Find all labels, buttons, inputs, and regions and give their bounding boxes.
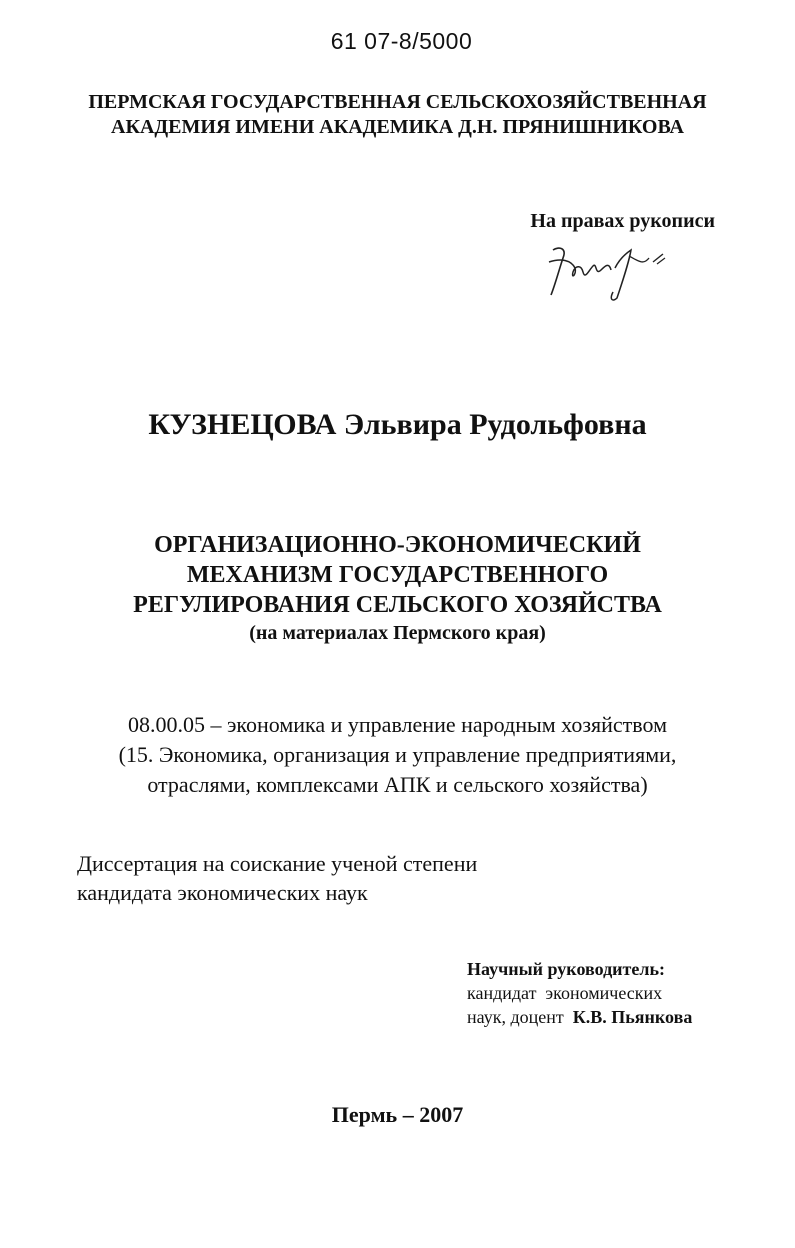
degree-line-2: кандидата экономических наук — [77, 880, 368, 905]
dissertation-title — [0, 530, 795, 620]
institution-line-2: АКАДЕМИЯ ИМЕНИ АКАДЕМИКА Д.Н. ПРЯНИШНИКОВА — [111, 116, 684, 138]
supervisor-name: К.В. Пьянкова — [572, 1007, 693, 1027]
author-name: КУЗНЕЦОВА Эльвира Рудольфовна — [148, 408, 647, 441]
institution-name — [0, 90, 795, 140]
manuscript-rights-note: На правах рукописи — [530, 210, 715, 232]
title-line-3: РЕГУЛИРОВАНИЯ СЕЛЬСКОГО ХОЗЯЙСТВА — [133, 592, 662, 618]
title-line-1: ОРГАНИЗАЦИОННО-ЭКОНОМИЧЕСКИЙ — [154, 532, 641, 558]
specialty-line-2: (15. Экономика, организация и управление предприятиями, — [118, 742, 677, 767]
title-line-2: МЕХАНИЗМ ГОСУДАРСТВЕННОГО — [186, 562, 609, 588]
supervisor-line-2 — [467, 1005, 692, 1029]
scientific-supervisor — [467, 957, 692, 1029]
specialty-line-3: отраслями, комплексами АПК и сельского хозяйства) — [147, 772, 648, 797]
degree-statement — [77, 849, 477, 907]
supervisor-title: наук, доцент — [467, 1007, 564, 1027]
city-year: Пермь – 2007 — [331, 1102, 464, 1127]
specialty-code — [0, 710, 795, 800]
archive-code: 61 07-8/5000 — [330, 28, 473, 54]
signature-icon — [545, 240, 685, 305]
supervisor-line-1: кандидат экономических — [467, 983, 663, 1003]
institution-line-1: ПЕРМСКАЯ ГОСУДАРСТВЕННАЯ СЕЛЬСКОХОЗЯЙСТВЕННАЯ — [88, 91, 707, 113]
specialty-line-1: 08.00.05 – экономика и управление народным хозяйством — [127, 712, 668, 737]
supervisor-heading: Научный руководитель: — [467, 959, 665, 979]
degree-line-1: Диссертация на соискание ученой степени — [77, 851, 478, 876]
title-subtitle: (на материалах Пермского края) — [249, 622, 546, 644]
